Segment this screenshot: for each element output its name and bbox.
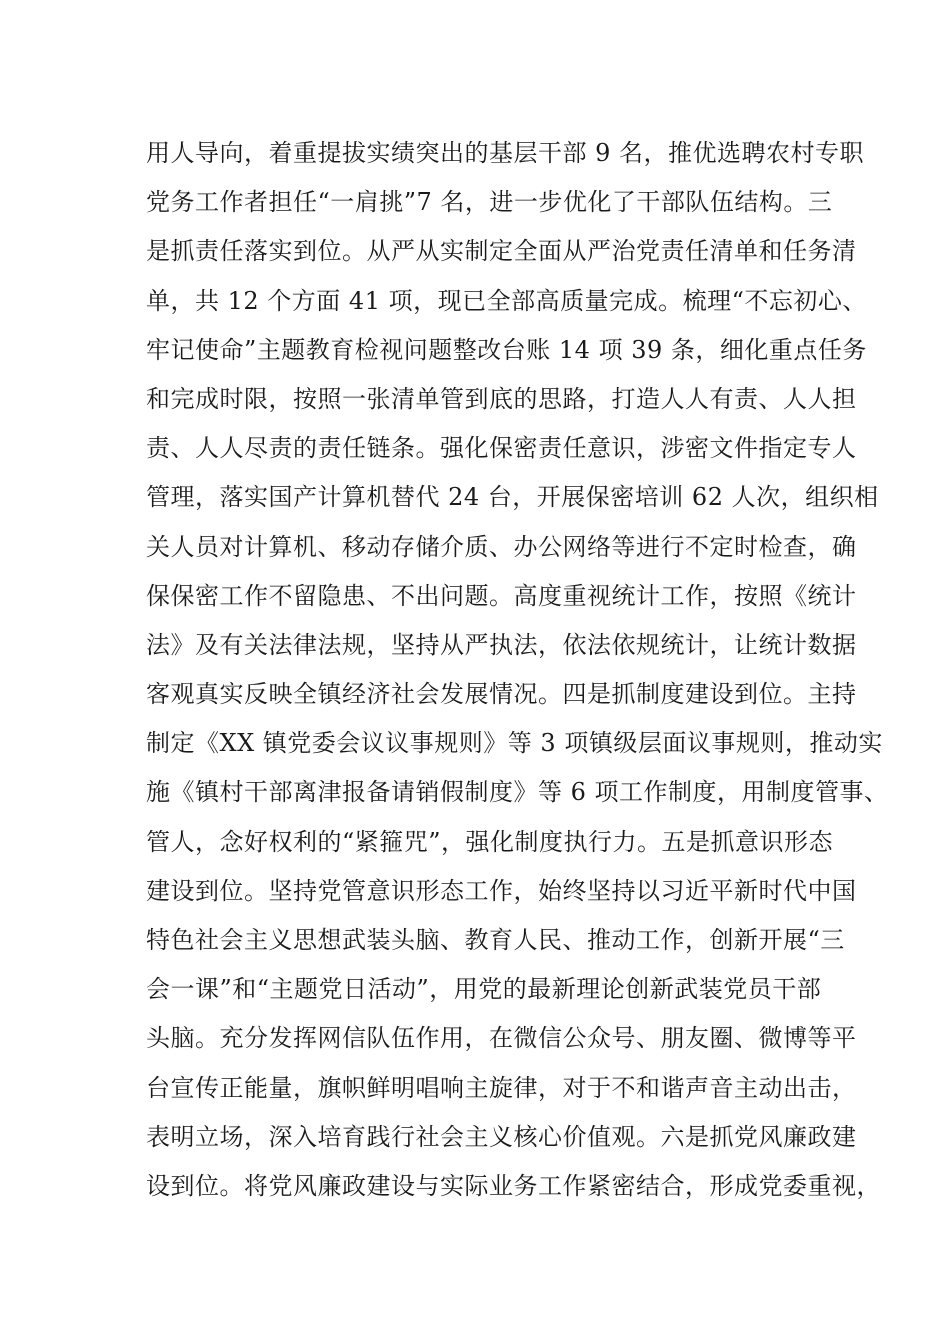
text-line: 台宣传正能量，旗帜鲜明唱响主旋律，对于不和谐声音主动出击， [146,1073,857,1102]
text-line: 法》及有关法律法规，坚持从严执法，依法依规统计，让统计数据 [146,630,857,659]
text-line: 用人导向，着重提拔实绩突出的基层干部 9 名，推优选聘农村专职 [146,139,865,167]
text-line: 关人员对计算机、移动存储介质、办公网络等进行不定时检查，确 [146,532,857,561]
text-line: 保保密工作不留隐患、不出问题。高度重视统计工作，按照《统计 [146,581,857,610]
text-line: 建设到位。坚持党管意识形态工作，始终坚持以习近平新时代中国 [146,876,857,905]
text-line: 管理，落实国产计算机替代 24 台，开展保密培训 62 人次，组织相 [146,483,879,512]
text-line: 责、人人尽责的责任链条。强化保密责任意识，涉密文件指定专人 [146,434,857,463]
text-line: 施《镇村干部离津报备请销假制度》等 6 项工作制度，用制度管事、 [146,778,889,807]
text-line: 特色社会主义思想武装头脑、教育人民、推动工作，创新开展“三 [146,926,845,954]
text-line: 单，共 12 个方面 41 项，现已全部高质量完成。梳理“不忘初心、 [146,286,867,315]
text-line: 会一课”和“主题党日活动”，用党的最新理论创新武装党员干部 [146,975,822,1004]
text-line: 制定《XX 镇党委会议议事规则》等 3 项镇级层面议事规则，推动实 [146,729,883,758]
text-line: 头脑。充分发挥网信队伍作用，在微信公众号、朋友圈、微博等平 [146,1024,857,1053]
text-line: 管人，念好权利的“紧箍咒”，强化制度执行力。五是抓意识形态 [146,827,834,856]
text-line: 设到位。将党风廉政建设与实际业务工作紧密结合，形成党委重视， [146,1171,881,1200]
text-line: 表明立场，深入培育践行社会主义核心价值观。六是抓党风廉政建 [146,1122,857,1151]
text-line: 是抓责任落实到位。从严从实制定全面从严治党责任清单和任务清 [146,237,857,266]
text-line: 牢记使命”主题教育检视问题整改台账 14 项 39 条，细化重点任务 [146,335,867,364]
text-line: 党务工作者担任“一肩挑”7 名，进一步优化了干部队伍结构。三 [146,188,833,217]
text-line: 客观真实反映全镇经济社会发展情况。四是抓制度建设到位。主持 [146,680,857,709]
body-text [146,133,889,1215]
text-line: 和完成时限，按照一张清单管到底的思路，打造人人有责、人人担 [146,384,857,413]
